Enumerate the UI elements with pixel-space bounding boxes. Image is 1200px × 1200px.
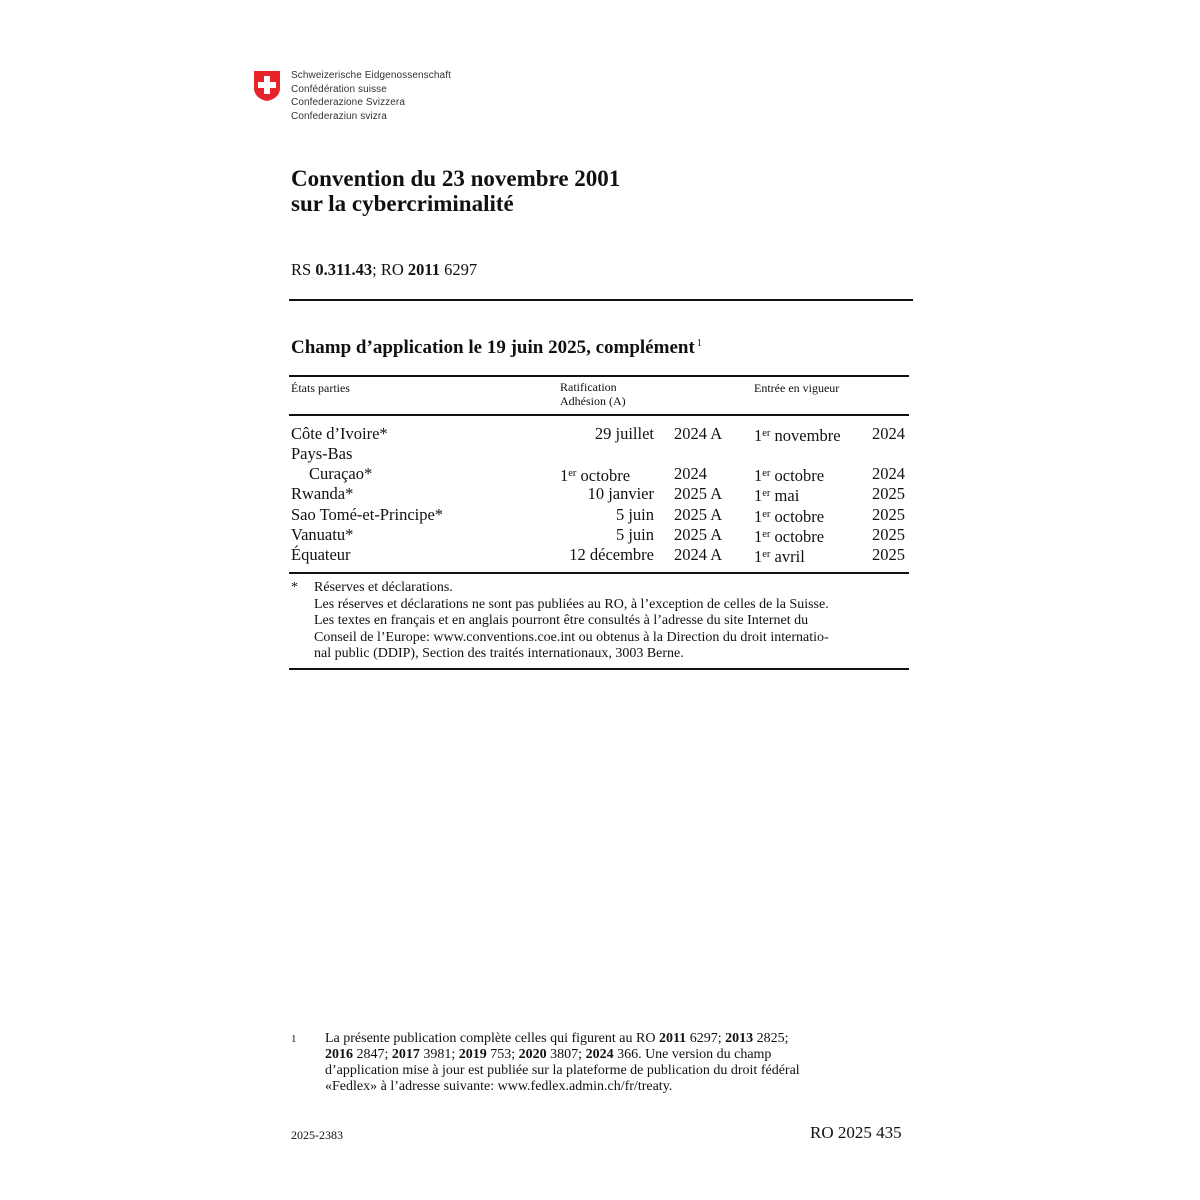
ro-year: 2011 (407, 260, 441, 279)
section-title-text: Champ d’application le 19 juin 2025, complément (291, 337, 695, 358)
ratification-date: 5 juin (615, 525, 654, 544)
notes-line: Réserves et déclarations. (314, 580, 453, 595)
ratification-year: 2024 A (674, 424, 723, 443)
ro-page: 6297 (440, 260, 478, 279)
ratification-date: 29 juillet (594, 424, 654, 443)
footnote-line-2: 2016 2847; 2017 3981; 2019 753; 2020 3807; 2024 366. Une version du champ (325, 1047, 772, 1062)
ratification-year: 2025 A (674, 505, 723, 524)
swiss-cross-icon (253, 70, 281, 102)
ro-reference: RO 2025 435 (810, 1123, 902, 1142)
state-name: Rwanda* (291, 484, 354, 503)
entry-year: 2025 (872, 484, 905, 503)
entry-date: 1er octobre (754, 527, 825, 546)
rs-number: 0.311.43 (315, 260, 373, 279)
footnote-ref[interactable]: 1 (696, 338, 702, 349)
state-name: Pays-Bas (291, 444, 353, 463)
title-line-2: sur la cybercriminalité (291, 191, 514, 216)
entry-date: 1er octobre (754, 466, 825, 485)
entry-year: 2025 (872, 545, 905, 564)
col-header-accession-line: Adhésion (A) (560, 393, 626, 408)
footnote-number: 1 (291, 1033, 297, 1045)
notes-line: Conseil de l’Europe: www.conventions.coe.int ou obtenus à la Direction du droit internatio- (314, 629, 829, 645)
entry-year: 2024 (872, 464, 905, 483)
notes-line: nal public (DDIP), Section des traités internationaux, 3003 Berne. (314, 646, 684, 661)
ro-prefix: ; RO (372, 260, 408, 279)
table-bottom-rule (289, 572, 909, 574)
notes-marker: * (291, 580, 298, 595)
entry-date: 1er mai (754, 486, 800, 505)
confederation-names (291, 69, 451, 123)
header-divider (289, 299, 913, 301)
entry-date: 1er octobre (754, 507, 825, 526)
ratification-date: 10 janvier (587, 484, 654, 503)
state-name: Équateur (291, 545, 351, 564)
ratification-year: 2025 A (674, 484, 723, 503)
reference-line (291, 260, 477, 280)
notes-line: Les textes en français et en anglais pourront être consultés à l’adresse du site Internet du (314, 613, 809, 628)
col-header-ratification (560, 381, 626, 408)
document-title (291, 166, 620, 216)
state-name: Curaçao* (309, 464, 373, 483)
footnote-line-3: d’application mise à jour est publiée sur la plateforme de publication du droit fédéral (325, 1063, 800, 1078)
entry-year: 2025 (872, 505, 905, 524)
title-line-1: Convention du 23 novembre 2001 (291, 166, 621, 191)
entry-year: 2025 (872, 525, 905, 544)
footnote-line-1: La présente publication complète celles qui figurent au RO 2011 6297; 2013 2825; (325, 1031, 789, 1046)
confederation-italian: Confederazione Svizzera (291, 97, 406, 108)
ratification-year: 2025 A (674, 525, 723, 544)
entry-year: 2024 (872, 424, 905, 443)
ratification-year: 2024 A (674, 545, 723, 564)
confederation-romansh: Confederaziun svizra (291, 110, 387, 122)
state-name: Vanuatu* (291, 525, 354, 544)
entry-date: 1er avril (754, 547, 805, 566)
state-name: Sao Tomé-et-Principe* (291, 505, 444, 524)
ratification-year: 2024 (674, 464, 707, 483)
ratification-date: 1er octobre (560, 466, 631, 485)
rs-prefix: RS (291, 260, 316, 279)
footnote-line-4: «Fedlex» à l’adresse suivante: www.fedlex.admin.ch/fr/treaty. (325, 1079, 673, 1094)
confederation-german: Schweizerische Eidgenossenschaft (291, 70, 451, 81)
table-header-rule (289, 414, 909, 416)
ratification-date: 12 décembre (569, 545, 654, 564)
notes-bottom-rule (289, 668, 909, 670)
ratification-date: 5 juin (615, 505, 654, 524)
col-header-entry: Entrée en vigueur (754, 381, 840, 395)
col-header-states: États parties (291, 381, 350, 395)
state-name: Côte d’Ivoire* (291, 424, 388, 443)
notes-line: Les réserves et déclarations ne sont pas publiées au RO, à l’exception de celles de la Suisse. (314, 596, 829, 612)
col-header-ratification-line: Ratification (560, 380, 617, 394)
document-number: 2025-2383 (291, 1128, 343, 1142)
table-top-rule (289, 375, 909, 377)
entry-date: 1er novembre (754, 426, 841, 445)
section-title (291, 337, 702, 359)
confederation-french: Confédération suisse (291, 83, 387, 95)
